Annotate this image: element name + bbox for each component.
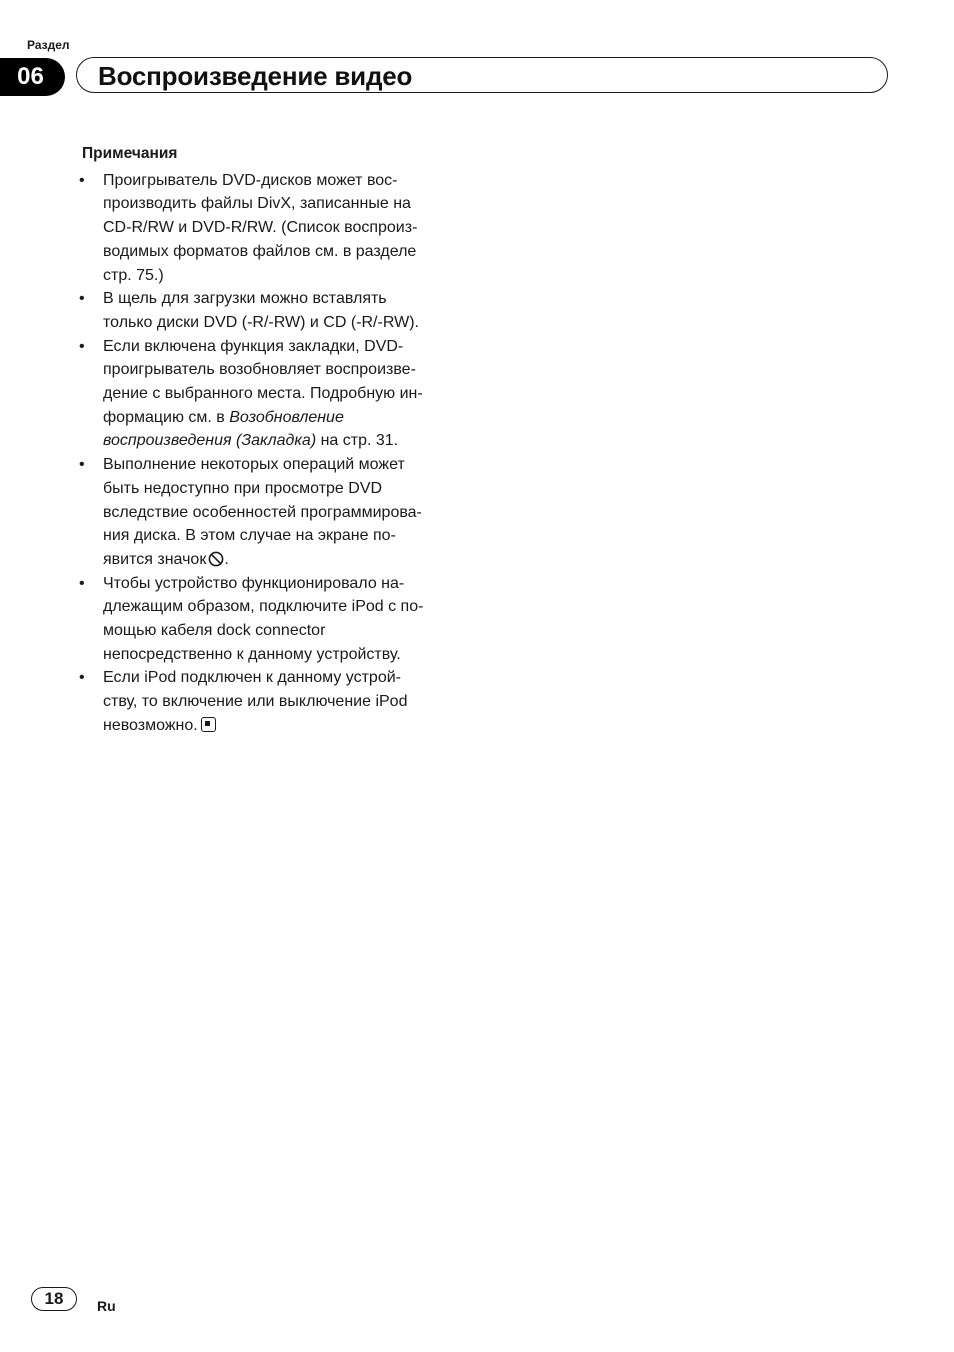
prohibited-icon <box>208 551 224 567</box>
section-number-tab: 06 <box>0 58 65 96</box>
bullet-icon: • <box>79 337 85 355</box>
end-mark-icon <box>201 717 216 732</box>
note-text: Если iPod подключен к данному устрой- ству, то включение или выключение iPod невозможно. <box>103 669 408 734</box>
page-title: Воспроизведение видео <box>98 61 413 91</box>
note-item <box>79 453 482 572</box>
bullet-icon: • <box>79 456 85 474</box>
note-text: Чтобы устройство функционировало на- длежащим образом, подключите iPod с по- мощью кабеля dock connector непосредственно к данному устройству. <box>103 574 424 663</box>
language-code: Ru <box>97 1298 116 1314</box>
note-item <box>79 572 482 667</box>
notes-heading: Примечания <box>82 145 178 162</box>
note-text: В щель для загрузки можно вставлять только диски DVD (-R/-RW) и CD (-R/-RW). <box>103 290 419 331</box>
notes-block <box>79 142 482 738</box>
bullet-icon: • <box>79 171 85 189</box>
bullet-icon: • <box>79 669 85 687</box>
note-text: Выполнение некоторых операций может быть недоступно при просмотре DVD вследствие особенностей программирова- ния диска. В этом случае на экране по- явится значок <box>103 456 422 568</box>
note-item <box>79 666 482 737</box>
note-reference: Возобновление воспроизведения (Закладка) <box>103 408 344 450</box>
note-text-end: . <box>224 550 229 568</box>
notes-list <box>79 169 482 738</box>
note-item <box>79 169 482 288</box>
page-number: 18 <box>31 1287 77 1311</box>
bullet-icon: • <box>79 574 85 592</box>
note-text: Если включена функция закладки, DVD- проигрыватель возобновляет воспроизве- дение с выбранного места. Подробную ин- формацию см. в <box>103 337 423 426</box>
note-item <box>79 335 482 454</box>
bullet-icon: • <box>79 290 85 308</box>
note-item <box>79 287 482 334</box>
section-label: Раздел <box>27 38 70 52</box>
note-text-end: на стр. 31. <box>316 432 399 450</box>
note-text: Проигрыватель DVD-дисков может вос- производить файлы DivX, записанные на CD-R/RW и DVD-R/RW. (Список воспроиз- водимых форматов файлов см. в разделе стр. 75.) <box>103 171 418 284</box>
